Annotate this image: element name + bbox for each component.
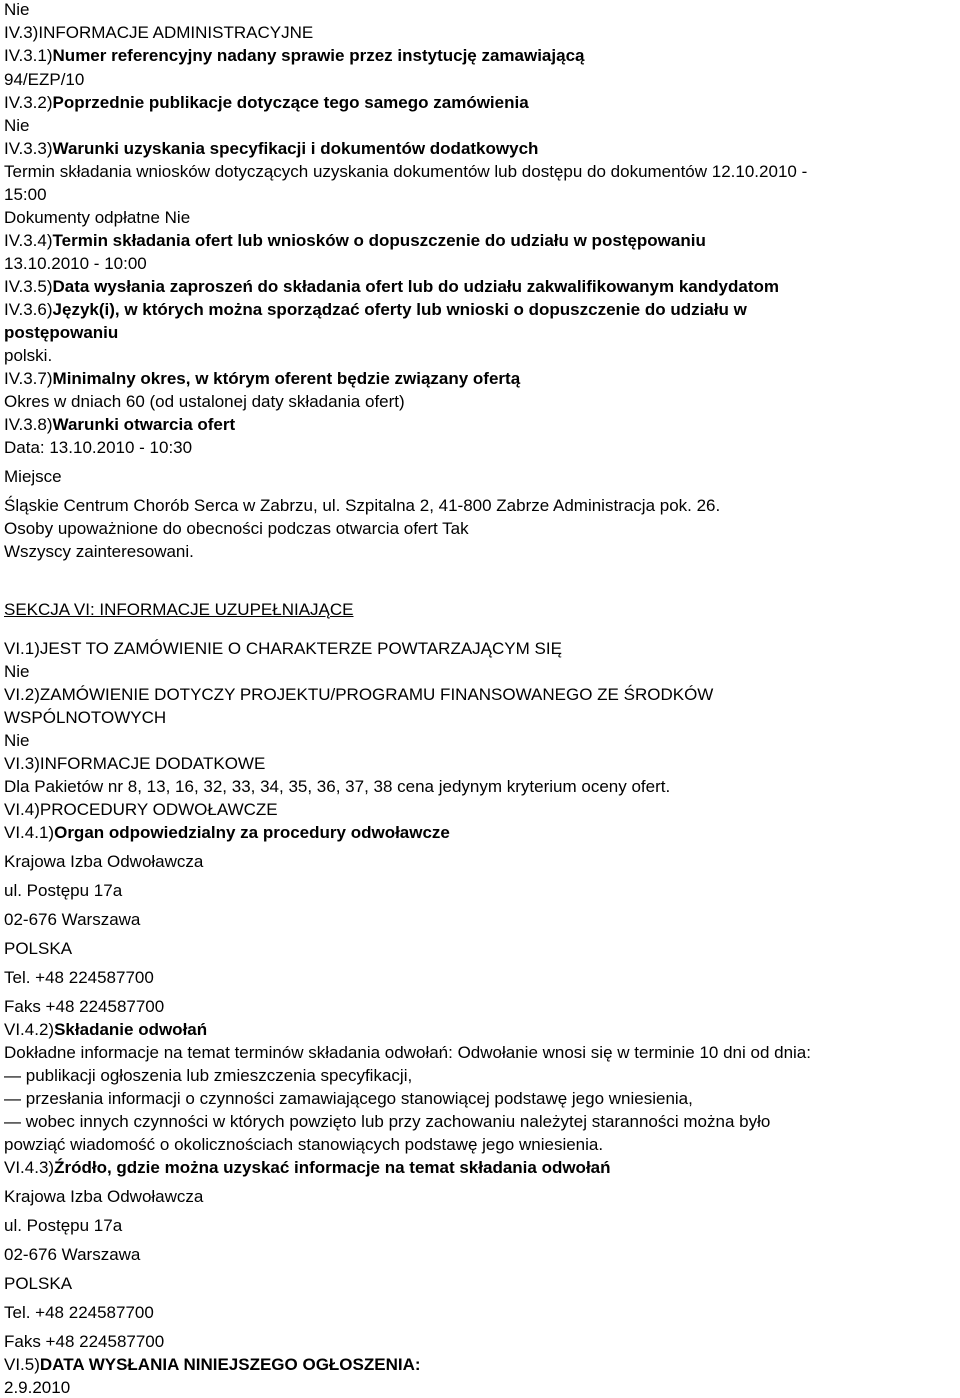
section-title: SEKCJA VI: INFORMACJE UZUPEŁNIAJĄCE: [4, 600, 354, 619]
address-line: 02-676 Warszawa: [4, 1245, 141, 1264]
heading-vi2: VI.2)ZAMÓWIENIE DOTYCZY PROJEKTU/PROGRAMU FINANSOWANEGO ZE ŚRODKÓW: [4, 685, 714, 704]
deadline-value: 13.10.2010 - 10:00: [4, 254, 147, 273]
answer-nie: Nie: [4, 116, 30, 135]
opening-date: Data: 13.10.2010 - 10:30: [4, 438, 193, 457]
text-line: Dokumenty odpłatne Nie: [4, 208, 191, 227]
text-line: Dokładne informacje na temat terminów składania odwołań: Odwołanie wnosi się w terminie 10 dni od dnia:: [4, 1043, 811, 1062]
address-line: Krajowa Izba Odwoławcza: [4, 1187, 204, 1206]
heading-vi3: VI.3)INFORMACJE DODATKOWE: [4, 754, 266, 773]
heading-iv37: IV.3.7)Minimalny okres, w którym oferent będzie związany ofertą: [4, 369, 521, 388]
address-line: Tel. +48 224587700: [4, 1303, 154, 1322]
place-label: Miejsce: [4, 467, 62, 486]
place-value: Śląskie Centrum Chorób Serca w Zabrzu, ul. Szpitalna 2, 41-800 Zabrze Administracja pok. 26.: [4, 496, 721, 515]
address-line: ul. Postępu 17a: [4, 1216, 123, 1235]
em-dash-marker: —: [4, 1066, 21, 1085]
heading-iv33: IV.3.3)Warunki uzyskania specyfikacji i dokumentów dodatkowych: [4, 139, 539, 158]
heading-iv36: IV.3.6)Język(i), w których można sporządzać oferty lub wnioski o dopuszczenie do udziału w: [4, 300, 747, 319]
heading-vi42: VI.4.2)Składanie odwołań: [4, 1020, 208, 1039]
heading-vi5: VI.5)DATA WYSŁANIA NINIEJSZEGO OGŁOSZENIA:: [4, 1355, 421, 1374]
address-line: Krajowa Izba Odwoławcza: [4, 852, 204, 871]
heading-iv35: IV.3.5)Data wysłania zaproszeń do składania ofert lub do udziału zakwalifikowanym kandydatom: [4, 277, 779, 296]
text-line: 15:00: [4, 185, 47, 204]
list-item: — wobec innych czynności w których powzięto lub przy zachowaniu należytej staranności można było: [4, 1112, 771, 1131]
heading-vi41: VI.4.1)Organ odpowiedzialny za procedury odwoławcze: [4, 823, 450, 842]
reference-number: 94/EZP/10: [4, 70, 85, 89]
text-line: Okres w dniach 60 (od ustalonej daty składania ofert): [4, 392, 405, 411]
list-item: — przesłania informacji o czynności zamawiającego stanowiącej podstawę jego wniesienia,: [4, 1089, 693, 1108]
language-value: polski.: [4, 346, 53, 365]
text-line: Osoby upoważnione do obecności podczas otwarcia ofert Tak: [4, 519, 469, 538]
answer-nie: Nie: [4, 0, 30, 19]
heading-iv31: IV.3.1)Numer referencyjny nadany sprawie przez instytucję zamawiającą: [4, 46, 585, 65]
list-item: — publikacji ogłoszenia lub zmieszczenia specyfikacji,: [4, 1066, 413, 1085]
heading-iv34: IV.3.4)Termin składania ofert lub wniosków o dopuszczenie do udziału w postępowaniu: [4, 231, 706, 250]
text-line: powziąć wiadomość o okolicznościach stanowiących podstawę jego wniesienia.: [4, 1135, 604, 1154]
address-line: Faks +48 224587700: [4, 1332, 165, 1351]
address-line: Faks +48 224587700: [4, 997, 165, 1016]
answer-nie: Nie: [4, 731, 30, 750]
heading-vi1: VI.1)JEST TO ZAMÓWIENIE O CHARAKTERZE POWTARZAJĄCYM SIĘ: [4, 639, 562, 658]
address-line: ul. Postępu 17a: [4, 881, 123, 900]
em-dash-marker: —: [4, 1089, 21, 1108]
heading-vi43: VI.4.3)Źródło, gdzie można uzyskać informacje na temat składania odwołań: [4, 1158, 611, 1177]
dispatch-date: 2.9.2010: [4, 1378, 71, 1397]
heading-iv32: IV.3.2)Poprzednie publikacje dotyczące tego samego zamówienia: [4, 93, 529, 112]
address-line: Tel. +48 224587700: [4, 968, 154, 987]
address-line: POLSKA: [4, 939, 73, 958]
answer-nie: Nie: [4, 662, 30, 681]
address-line: 02-676 Warszawa: [4, 910, 141, 929]
text-line: Wszyscy zainteresowani.: [4, 542, 194, 561]
heading-vi2-cont: WSPÓLNOTOWYCH: [4, 708, 167, 727]
em-dash-marker: —: [4, 1112, 21, 1131]
text-line: Dla Pakietów nr 8, 13, 16, 32, 33, 34, 35, 36, 37, 38 cena jedynym kryterium oceny ofert.: [4, 777, 671, 796]
heading-vi4: VI.4)PROCEDURY ODWOŁAWCZE: [4, 800, 278, 819]
text-line: Termin składania wniosków dotyczących uzyskania dokumentów lub dostępu do dokumentów 12.10.2010 -: [4, 162, 808, 181]
heading-iv36-cont: postępowaniu: [4, 323, 119, 342]
heading-iv38: IV.3.8)Warunki otwarcia ofert: [4, 415, 236, 434]
heading-iv3: IV.3)INFORMACJE ADMINISTRACYJNE: [4, 23, 314, 42]
address-line: POLSKA: [4, 1274, 73, 1293]
